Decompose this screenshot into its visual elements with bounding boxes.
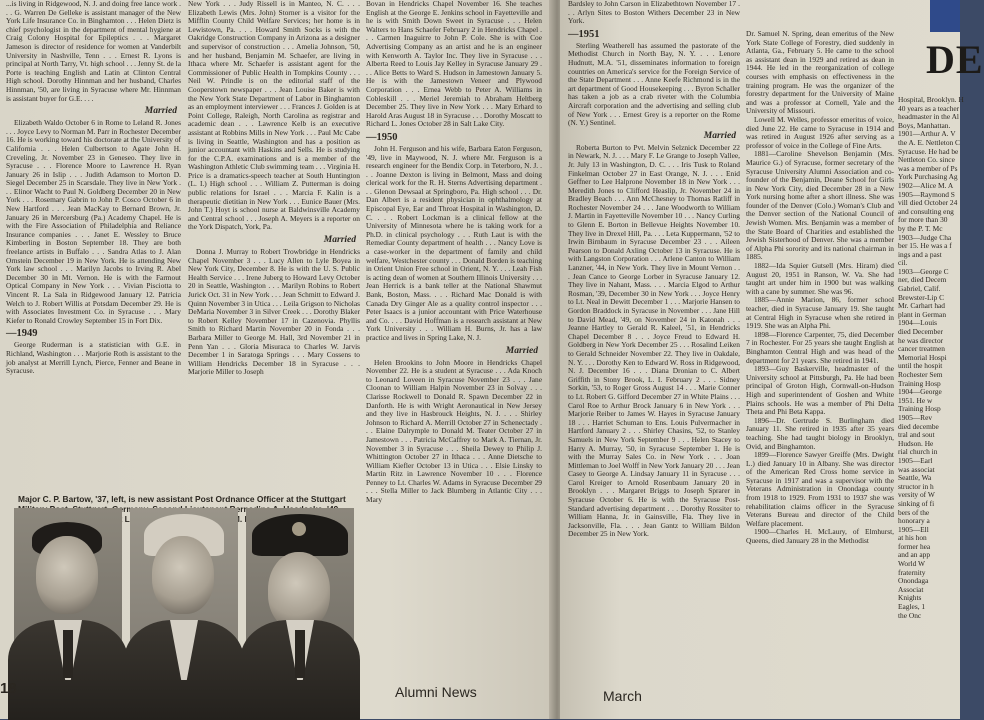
photo-bartow [14, 508, 122, 701]
col6-line: died December [898, 327, 943, 337]
col6-line: Rochester Sem [898, 370, 943, 379]
col6-line: vill died October 24 [898, 198, 958, 208]
col6-line: 1904—George [898, 387, 942, 397]
col5-text-6: 1893—Guy Baskerville, headmaster of the University school at Pittsburgh, Pa. He had been principal of Groton High, Cornwall-on-Hudson High and superintendent of Goshen and White Plains schools. He was a member of Phi Delta Theta and Phi Beta Kappa. [746, 364, 894, 417]
col6-line: cil. [898, 258, 908, 268]
col1-married-heading: Married [144, 106, 177, 117]
col6-line: 1903—Judge Cha [898, 232, 952, 242]
col6-line: Training Hosp [898, 404, 941, 414]
col6-line: Onondaga [898, 576, 929, 586]
col6-line: Associat [898, 584, 924, 594]
col6-line: Memorial Hospi [898, 352, 947, 362]
col6-line: Brewster-Lip C [898, 292, 945, 302]
col6-line: 40 years as a teacher [898, 103, 960, 113]
col1-1949-text: George Ruderman is a statistician with G.E. in Richland, Washington . . . Marjorie Roth is assistant to the job analyst at Merrill Lynch, Pierce, Fenner and Beane in Syracuse. [6, 340, 181, 376]
col3-1950-text: John H. Ferguson and his wife, Barbara Eaton Ferguson, '49, live in Maywood, N. J. where Mr. Ferguson is a research engineer for the Bendix Corp. in Teterboro, N. J. . . . Joanne Dexton is living in Belmont, Mass and doing clerical work for the R. H. Sterns Advertising department . . . Glenon Dewsaal at Springboro, Pa. High school . . . Dr. Dan Albert is a resident physician in ophthalmology at Episcopal Eye, Ear and Throat Hospital in Washington, D. C. . . . Robert Lockman is a clinical fellow at the University of Minnesota where he is taking work for a Ph.D. in clinical psychology . . . Ruth Laut is with the Remediar County department of health . . . Nancy Love is a case-worker in the department of family and child welfare, Westchester county . . . Donald Borden is teaching in Orient Union Free school in Orient, N. Y. . . . Leah Fish is acting dean of women at Southern Illinois University . . . Jean Herrick is a bank teller at the National Shawmut Bank, Boston, Mass. . . . Richard Mac Donald is with Canada Dry Ginger Ale as a quality control inspector . . . Peter Isaacs is a junior accountant with Price Waterhouse and Co. . . . David Hoffman is a research assistant at New York University . . . William H. Burns, Jr. has a law practice and lives in Spring Lake, N. J. [366, 143, 542, 342]
col6-line: fraternity [898, 567, 926, 577]
col4-top-text: Bardsley to John Carson in Elizabethtown November 17 . . . Arlyn Sites to Boston Withers December 23 in New York. [568, 0, 740, 26]
col1-top-text: ...is living in Ridgewood, N. J. and doing free lance work . . . G. Warren De Gelleke is assistant manager of the New York Life Insurance Co. in Binghamton . . . Helen Dietz is chief psychologist in the department of mental hygiene at Craig Colony Hospital for Epileptics . . . Margaret Jameson is director of residence for women at Vanderbilt University in Nashville, Tenn . . . Ernest R. Lyons is principal at North Tarry, Vt. high school . . . Jenny St. de la Porte is teaching English and Latin at Clinton Central High school. Dorothy Hinnman and her husband, Charles Hinnman, '50, are living in Syracuse where Mr. Hinnman is assistant buyer for G.E. . . . [6, 0, 181, 103]
col6-line: former hea [898, 541, 931, 551]
col4-married-heading: Married [703, 130, 736, 141]
col6-line: Gabriel, Calif. [898, 284, 941, 294]
col6-line: ner, died Decem [898, 275, 947, 285]
photo-strip [14, 508, 354, 701]
col3-married-heading: Married [505, 345, 538, 356]
col6-line: died decembe [898, 421, 939, 431]
issue-month: March [603, 688, 642, 704]
col6-line: he was director [898, 335, 944, 345]
col6-line: structor in h [898, 481, 934, 491]
right-page [560, 0, 964, 719]
col6-line: Syracuse. He had be [898, 146, 959, 156]
col2-married-text: Donna J. Murray to Robert Trowbridge in Hendricks Chapel November 3 . . . Lucy Allen to Lyle Boyea in New York City, December 8. He is with the U. S. Public Health Service . . . Irene Juberg to Howard Levy October 20 in Seattle, Washington . . . Marilyn Robins to Robert Jurick Oct. 31 in New York . . . Jean Schmitt to Edward J. Quinn November 3 in Utica . . . Leila Grigson to Nicholas DeMaria November 3 in Silver Creek . . . Dorothy Blaker to Robert Kelley November 17 in Cazenovia. Phyllis Smith to Richard Martin November 20 in Fonda . . . Barbara Miller to George M. Hall, 3rd November 21 in Penn Yan . . . Gloria Misuraca to Charles W. Jarvis December 1 in Saratoga Springs . . . Mary Cossens to William Hendricks December 18 in Syracuse . . . Marjorie Miller to Joseph [188, 247, 361, 377]
col6-line: versity of W [898, 490, 935, 500]
publication-name: Alumni News [395, 684, 477, 700]
column-1 [6, 0, 181, 490]
right-heading-fragment: DE [926, 37, 984, 82]
col3-top-text: Bovan in Hendricks Chapel November 16. She teaches English at the George E. Jenkins school in Fayetteville and he is with Smith Down Sweet in Syracuse . . . Helen Walters to Hans Schaefer February 2 in Hendricks Chapel . . . Carmen Inaguirre to John P. Cole. She is with Coe Advertising Company as an artist and he is an engineer with Kenworth A. Taylor Inc. They live in Syracuse . . . Alberta Reed to Louis Jay Kelley in Syracuse January 29 . . . Alice Betts to Ward S. Hudson in Jamestown January 5. He is with the Jamestown Veneer and Plywood Corporation . . . Ernea Webb to Peter A. Williams in Cobleskill . . . Meriel Jeremiah to Abraham Heltberg December 25. They live in New York . . . Mary Erhard to Harold Aras August 18 in Syracuse . . . Dorothy Moscatt to Richard L. Jones October 28 in Salt Lake City. [366, 0, 542, 129]
cover-corner [930, 0, 960, 32]
col6-line: Knights [898, 593, 922, 603]
col6-line: was associat [898, 464, 935, 474]
photo-bartow-tie [63, 630, 73, 678]
col5-text-4: 1885—Annie Marion, 86, former school teacher, died in Syracuse January 19. She taught at Central High in Syracuse when she retired in 1919. She was an Alpha Phi. [746, 295, 894, 331]
col6-line: 1905—Earl [898, 455, 933, 465]
photo-bartow-face [36, 536, 98, 614]
col6-line: headmaster in the Al [898, 112, 959, 122]
col2-top-text: New York . . . Judy Rissell is in Manteo, N. C. . . . Elizabeth Lewis (Mrs. John) Storner is a visitor for the Mifflin County Child Welfare Services; her home is in Lewistown, Pa. . . . Howard Smith Socks is with the Oakridge Construction Company in Arizona as a designer and supervisor of construction . . . Amelia Johnson, '50, and her husband, Benjamin M. Schaefer, are living in Ithaca where Mr. Schaefer is assistant agent for the Commissioner of Public Health in Tompkins County . . . Neil W. Prindle is on the editorial staff of the Cooperstown newspaper . . . Jean Louise Baker is with the New York State Department of Labor in Binghamton as an employment interviewer . . . Frances J. Golden is at Point College, Raleigh, North Carolina as registrar and academic dean . . . Lawrence Kelb is an executive assistant at Robbins Mills in New York . . . Paul Mc Cabe is living in Seattle, Washington and has a position as junior accountant with Haskins and Sells. He is studying for the C.P.A. examinations and is a member of the Washington Athletic Club swimming team . . . Virginia H. Price is a dramatics-speech teacher at South Huntington (L. I.) High school . . . William Z. Putterman is doing public relations for Israel . . . Marcia F. Kalin is a therapeutic dietitian in New York . . . Eunice Bauer (Mrs. John T.) Hoyt is school nurse at Baldwinsville Academy and Central school . . . Joseph A. Meyers is a reporter on the York Dispatch, York, Pa. [188, 0, 360, 232]
col5-text-9: 1900—Charles H. McLaury, of Elmhurst, Queens, died January 28 in the Methodist [746, 527, 894, 546]
photo-haedecke [130, 508, 238, 701]
col4-married-text: Roberta Burton to Pvt. Melvin Selznick December 22 in Newark, N. J. . . . Mary F. Le Grange to Joseph Vallee, Jr. July 13 in Washington, D. C. . . . Iris Tusk to Roland Finkelman October 27 in East Orange, N. J. . . . Enid Geffner to Lee Halprone November 18 in New York . . . Meredith Jones to Clifford Heaslip, Jr. November 24 in Bradley Beach . . . Ann McChesney to Thomas Ratliff in Rochester November 24 . . . Jane Woodworth to William J. Martin in Fayetteville November 10 . . . Nancy Curling to Glenn E. Borton in Bellevue Heights November 10. They live in Drexel Hill, Pa. . . . Leta Kuppermann, '52 to Irwin Birnbaum in Syracuse December 23 . . . Aileen Pearson to Donald Axling October 13 in Syracuse. He is with Langston Corporation . . . Arlene Canton to William Lanzner, '44, in New York. They live in Mount Vernon . . . Jean Cance to George Lorber in Syracuse January 12. They live in Nahant, Mass. . . . Marcia Elgod to Arthur Rosman, '39, December 30 in New York . . . Joyce Henry to Lt. Neal in Dewitt December 1 . . . Marjorie Hansen to Gordon Braddock in Syracuse in November . . . Jane Hill to David Mead, '49, on November 24 in Katonah . . . Jeanne Hartley to Gerald R. Kaleel, '51, in Hendricks Chapel December 8 . . . Joyce Freud to Edward H. Goldberg in New York December 25 . . . Rosalind Leiken to Gerald Schneider November 22. They live in Oakdale, N. Y. . . . Dorothy Ken to Edward W. Ross in Ridgewood, N. J. December 16 . . . Diana Dronian to C. Albert Griffith in Stony Brook, L. I. February 2 . . . Sidney Sorkin, '53, to Roger Gross August 14 . . . Marie Conner to Lt. Robert G. Gifford December 27 in White Plains . . . Carol Roe to Arthur Brock January 6 in New York . . . Marjorie Reiber to James W. Hayes in Syracuse January 18 . . . Harriet Schuman to Ens. Louis Pulvermacher in Hartford January 2 . . . Shirley Chasins, '52, to Stanley Samuels in New York September 9 . . . Helen Stacey to Harry A. Murray, '50, in Syracuse September 1. He is with the Murray Sales Co. in New York . . . Joan Mittleman to Joel Wolff in New York January 20 . . . Jean Casey to George A. Lindsay January 11 in Syracuse . . . Carol Kreiger to Arnold Rosenbaum January 20 in Brooklyn . . . Margaret Briggs to Joseph Sprarer in Syracuse October 6. He is with the Syracuse Post-Standard advertising department . . . Dorothy Rossiter to William Hanna, Jr. in Gainsville, Fla. They live in Jacksonville, Fla. . . . Jean Gantz to William Bildon December 25 in New York. [568, 142, 740, 539]
col6-line: cancer treatmen [898, 344, 945, 354]
col6-line: by the P. T. Mc [898, 223, 943, 233]
photo-dick-cap-badge [292, 522, 306, 536]
col6-line: the A. E. Nettleton C [898, 137, 960, 147]
col5-text-8: 1899—Florence Sawyer Greiffe (Mrs. Dwight L.) died January 10 in Albany. She was director of the American Red Cross home service in Syracuse in 1917 and was a supervisor with the Veterans Administration in Onondaga county from 1918 to 1929. From 1931 to 1937 she was rehabilitation claims officer in the Syracuse Veterans Bureau and director of the Child Welfare placement. [746, 450, 894, 528]
photo-caption: Major C. P. Bartow, '37, left, is new assistant Post Ordnance Officer at the Stuttgart [18, 494, 346, 504]
col6-line: Seattle, Wa [898, 473, 932, 483]
col6-line: 1904—Louis [898, 318, 938, 328]
col5-text-5: 1898—Florence Carpenter, 75, died December 7 in Rochester. For 25 years she taught English at Binghamton Central High and was head of the department for 21 years. She retired in 1941. [746, 329, 894, 365]
col6-line: 1905—Rev [898, 412, 933, 422]
col5-text-1: Lowell M. Welles, professor emeritus of voice, died June 22. He came to Syracuse in 1914 and was retired in August 1926 after serving as a professor of voice in the College of Fine Arts. [746, 114, 894, 150]
col6-line: until the hospit [898, 361, 943, 371]
col6-line: 1905—Raymond S [898, 189, 955, 199]
col4-1951-text: Sterling Weatherell has assumed the pastorate of the Methodist Church in North Bay, N. Y. . . . Lenore Hudnutt, M.A. '51, disseminates information to foreign countries on America's service for the Foreign Service of the State Department . . . Anne Keefe Richmond is in the art department of Good Housekeeping . . . Byron Schaller has taken a job as a crab riveter with the Columbia Aircraft corporation and the advertising and selling club of New York . . . Ernest Grey is a reporter on the Rome (N. Y.) Sentinel. [568, 40, 740, 128]
column-5 [746, 30, 894, 684]
photo-dick-tie [295, 630, 305, 678]
col6-line: was a member of Ps [898, 163, 958, 173]
col3-married-text: Helen Brookins to John Moore in Hendricks Chapel November 22. He is a student at Syracuse . . . Ada Knoch to Leonard Loveen in Syracuse November 23 . . . Jane Cloonan to William Halpin November 23 in Solvay . . . Clarisse Rockwell to Donald R. Spawn December 22 in Danforth. He is with Wright Aeronautical in New Jersey and they live in Hasbrouck Heights, N. J. . . . Shirley Johnson to Richard A. Merrill October 27 in Schenectady . . . Elaine Dalrymple to Donald M. Teater October 27 in Jamestown . . . Patricia McCaffrey to Mark A. Tiernan, Jr. November 3 in Syracuse . . . Sheila Dewey to Philip J. Whittington October 27 in Ithaca . . . Anne Dietsche to William Kiefler October 13 in Utica . . . Elsie Linsky to Martin Ritz in Lawrence November 10 . . . Florence Penney to Lt. Charles W. Adams in Syracuse December 29 . . . Stella Miller to Jack Blumberg in Atlantic City . . . Mary [366, 357, 542, 505]
col1-year-heading: —1949 [6, 328, 38, 340]
col6-line: and consulting eng [898, 206, 954, 216]
col6-line: Hudson. He [898, 438, 934, 448]
col6-line: 1903—George C [898, 266, 949, 276]
col5-text-7: 1896—Dr. Gertrude S. Burlingham died January 11. She retired in 1935 after 35 years teaching. She had taught biology in Brooklyn, Ovid, and Binghamton. [746, 415, 894, 451]
col6-line: Hospital, Brooklyn. H [898, 95, 964, 104]
column-4 [568, 0, 740, 684]
col3-year-heading: —1950 [366, 131, 398, 143]
col5-text-3: 1882—Ida Squier Gutsell (Mrs. Hiram) died August 20, 1951 in Ranson, W. Va. She had taught art under him in 1900 but was walking with a cane by summer. She was 96. [746, 261, 894, 296]
column-2 [188, 0, 360, 490]
col1-married-text: Elizabeth Waldo October 6 in Rome to Leland R. Jones . . . Joyce Levy to Norman M. Parr in Rochester December 16. He is working toward his doctorate at the University of California . . . Helen Culbertson to Agate John H. Creveling, Jr. November 23 in Geneseo. They live in Syracuse . . . Florence Moore to Lawrence H. Ryan January 26 in Islip . . . Judith Adamson to Morton D. Siegel December 25 in Scarsdale. They live in New York . . . Elinor Wacht to Paul N. Goldberg December 20 in New York . . . Rosemary Gabrin to John P. Cosco October 6 in New Hartford . . . Jean MacKay to Bernard Brown, Jr. January 26 in Mercersburg (Pa.) Academy Chapel. He is with the Fire Association of Philadelphia and Reliance Insurance companies . . . Janet E. Wessley to Bruce Kimberling in Boston September 18. They are both freelance artists in Buffalo . . . Sandra Atlas to J. Alan Ornstein December 19 in New York. He is attending New York law school . . . Marilyn Jacobs to Irving R. Abel December 30 in Mt. Vernon. He is with the Farmout Optical Company in New York . . . Vivian Pisciotta to Vincent R. La Sala in Ridgewood January 12. Patricia Welch to J. Robert Willis at Potsdam December 29. He is with Associates Investment Co. in Syracuse . . . Mary Kiefer to Ronald Crowley September 15 in Fort Dix. [6, 118, 181, 325]
col5-text-2: 1881—Caroline Shevelson Benjamin (Mrs. Maurice G.) of Syracuse, former secretary of the Syracuse University Alumni Association and co-founder of the Benjamin, Deane School for Girls in New York City, died December 28 in a New York nursing home after a short illness. She was founder of the Denver (Colo.) Woman's Club and the Denver section of the National Council of Jewish Women. Mrs. Benjamin was a member of the State Board of Charities and established the Jewish Sisterhood of Denver. She was a member of Alpha Phi sorority and its national chairman in 1885. [746, 149, 894, 262]
col6-line: Nettleton Co. since [898, 155, 955, 165]
col6-line: Mr. Carhart had [898, 301, 945, 311]
col6-line: at his hon [898, 533, 927, 543]
col6-line: 1905—Ell [898, 524, 929, 534]
col6-line: Eagles, 1 [898, 602, 926, 612]
col6-line: ings and a past [898, 249, 942, 259]
col6-line: bers of the [898, 507, 930, 517]
col6-lines [898, 95, 964, 620]
col4-year-heading: —1951 [568, 28, 600, 40]
col6-line: 1951. He w [898, 395, 933, 405]
page-number: 18 [0, 680, 17, 697]
col6-line: World W [898, 559, 925, 569]
col6-line: tral and sout [898, 430, 935, 440]
col6-line: ber 15. He was a f [898, 241, 952, 251]
col5-text-0: Dr. Samuel N. Spring, dean emeritus of the New York State College of Forestry, died suddenly in Atlanta, Ga., February 5. He came to the school as assistant dean in 1929 and retired as dean in 1944. He led in the reorganization of college courses with emphasis on effectiveness in the training program. He was the organizer of the forestry department for the University of Maine and was a professor at Cornell, Yale and the University of Missouri. [746, 29, 894, 116]
photo-dick-face [268, 552, 330, 630]
col6-line: the Onc [898, 610, 922, 620]
col6-line: 1902—Alice M. A [898, 180, 954, 190]
photo-haedecke-face [152, 536, 214, 614]
col6-line: rial church in [898, 447, 938, 457]
col6-line: sinking of fi [898, 498, 935, 508]
col6-line: Boys, Manhattan. [898, 120, 951, 130]
column-6 [898, 95, 964, 686]
col6-line: 1901—Arthur A. V [898, 129, 956, 139]
photo-dick [246, 508, 354, 701]
col6-line: honorary a [898, 516, 930, 526]
col6-line: plant in German [898, 309, 947, 319]
col6-line: Training Hosp [898, 378, 941, 388]
col2-married-heading: Married [323, 235, 356, 246]
column-3 [366, 0, 542, 680]
col6-line: York Purchasing Ag [898, 172, 958, 182]
col6-line: and an app [898, 550, 931, 560]
col6-line: for more than 30 [898, 215, 948, 225]
